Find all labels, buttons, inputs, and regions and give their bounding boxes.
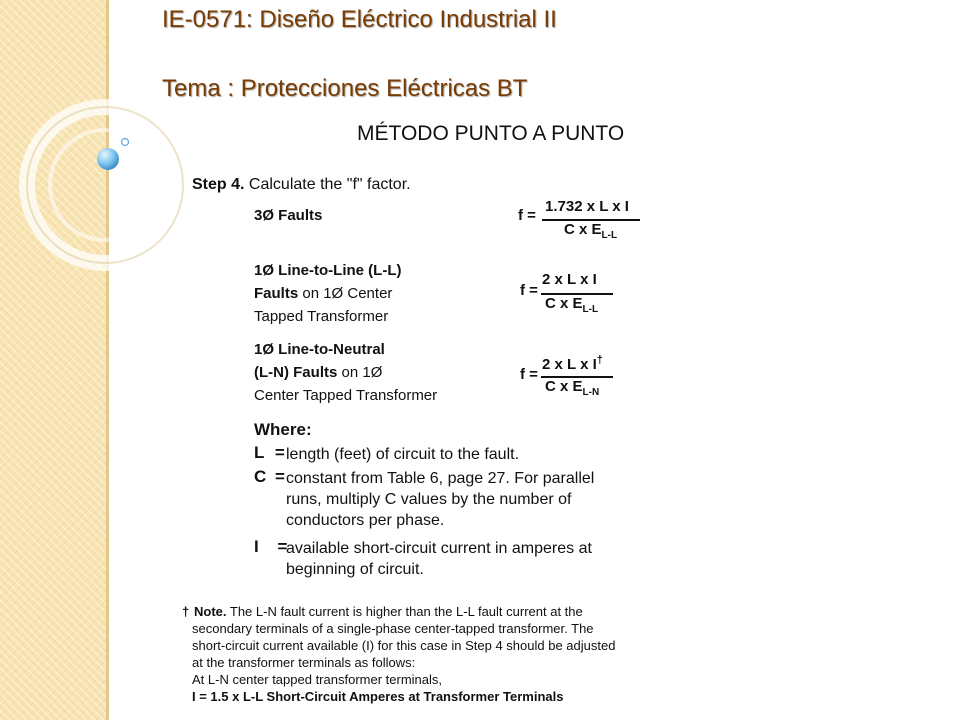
formula-f-eq: f = bbox=[520, 366, 538, 383]
fault-ll-line1-text: 1Ø Line-to-Line (L-L) bbox=[254, 262, 402, 279]
numerator-text: 2 x L x I bbox=[542, 356, 597, 373]
definition-line: runs, multiply C values by the number of bbox=[286, 491, 572, 508]
where-heading: Where: bbox=[254, 420, 312, 439]
fault-ll-line2 bbox=[254, 285, 392, 302]
denominator-text: C x E bbox=[545, 378, 583, 395]
method-subtitle: MÉTODO PUNTO A PUNTO bbox=[357, 122, 625, 145]
formula-numerator: 2 x L x I bbox=[542, 271, 597, 288]
deco-bubble-small bbox=[122, 139, 129, 146]
formula-denominator bbox=[545, 295, 598, 315]
step-text: Calculate the "f" factor. bbox=[248, 176, 411, 193]
denominator-subscript: L-L bbox=[601, 230, 618, 241]
formula-denominator bbox=[545, 378, 599, 398]
decorative-rings bbox=[0, 0, 200, 300]
fault-ll-line3: Tapped Transformer bbox=[254, 308, 389, 325]
fault-ll-line1 bbox=[254, 262, 401, 279]
numerator-dagger: † bbox=[596, 354, 603, 366]
fault-ln-line3: Center Tapped Transformer bbox=[254, 387, 438, 404]
fault-ll-line2-rest: on 1Ø Center bbox=[298, 285, 393, 302]
definition-line: beginning of circuit. bbox=[286, 561, 424, 578]
symbol-equals: = bbox=[274, 443, 285, 462]
note-line-2: secondary terminals of a single-phase center-tapped transformer. The bbox=[192, 621, 594, 636]
definition-line: available short-circuit current in amperes at bbox=[286, 540, 592, 557]
note-label: Note. bbox=[194, 604, 227, 619]
formula-numerator: 1.732 x L x I bbox=[545, 198, 629, 215]
formula-numerator bbox=[542, 354, 603, 373]
symbol-letter: I bbox=[254, 537, 259, 556]
symbol-equals: = bbox=[277, 537, 288, 556]
note-line-4: at the transformer terminals as follows: bbox=[192, 655, 416, 670]
where-symbol-i bbox=[254, 537, 287, 557]
formula-denominator bbox=[564, 221, 617, 241]
fault-3ph-label: 3Ø Faults bbox=[254, 207, 323, 224]
formula-3ph bbox=[518, 198, 658, 242]
denominator-text: C x E bbox=[545, 295, 583, 312]
denominator-subscript: L-L bbox=[582, 304, 599, 315]
definition-line: conductors per phase. bbox=[286, 512, 445, 529]
note-line-3: short-circuit current available (I) for this case in Step 4 should be adjusted bbox=[192, 638, 616, 653]
deco-ring-inner bbox=[50, 130, 160, 240]
where-symbol-l bbox=[254, 443, 285, 463]
definition-line: length (feet) of circuit to the fault. bbox=[286, 446, 520, 463]
formula-ll bbox=[520, 271, 640, 317]
formula-f-eq: f = bbox=[518, 207, 536, 224]
denominator-text: C x E bbox=[564, 221, 602, 238]
fault-ln-line2-bold: (L-N) Faults bbox=[254, 364, 338, 381]
where-definition-c bbox=[286, 468, 594, 531]
fault-ln-line2-rest: on 1Ø bbox=[337, 364, 383, 381]
step-label: Step 4. bbox=[192, 176, 245, 193]
fault-ln-line2 bbox=[254, 364, 382, 381]
note-line-1 bbox=[194, 604, 583, 619]
denominator-subscript: L-N bbox=[582, 387, 600, 398]
where-definition-i bbox=[286, 538, 592, 580]
where-symbol-c bbox=[254, 467, 285, 487]
fault-ll-line2-bold: Faults bbox=[254, 285, 299, 302]
formula-ln bbox=[520, 350, 640, 398]
note-dagger: † bbox=[182, 604, 190, 619]
topic-title: Tema : Protecciones Eléctricas BT bbox=[162, 75, 528, 102]
step-heading bbox=[192, 176, 411, 194]
course-title: IE-0571: Diseño Eléctrico Industrial II bbox=[162, 6, 557, 33]
symbol-letter: L bbox=[254, 443, 265, 462]
deco-bubble-large bbox=[97, 148, 119, 170]
note-formula-line: I = 1.5 x L-L Short-Circuit Amperes at Transformer Terminals bbox=[192, 689, 564, 704]
definition-line: constant from Table 6, page 27. For parallel bbox=[286, 470, 595, 487]
formula-f-eq: f = bbox=[520, 282, 538, 299]
symbol-letter: C bbox=[254, 467, 267, 486]
note-line-5: At L-N center tapped transformer terminals, bbox=[192, 672, 442, 687]
note-line-1-text: The L-N fault current is higher than the L-L fault current at the bbox=[226, 604, 583, 619]
where-definition-l bbox=[286, 444, 519, 465]
fault-ln-line1: 1Ø Line-to-Neutral bbox=[254, 341, 385, 358]
symbol-equals: = bbox=[275, 467, 285, 486]
